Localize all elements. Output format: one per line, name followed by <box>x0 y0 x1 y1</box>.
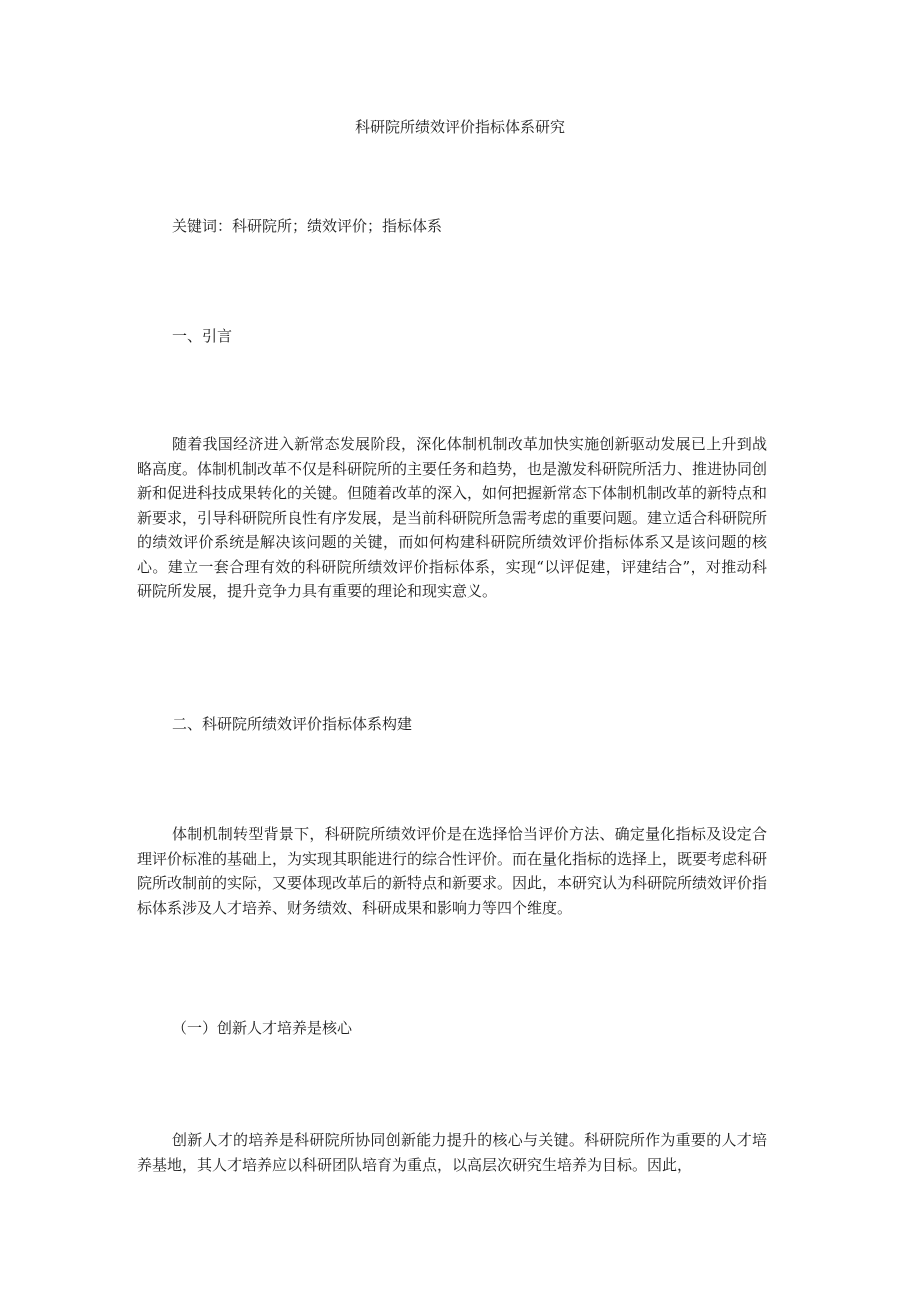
paragraph-introduction: 随着我国经济进入新常态发展阶段，深化体制机制改革加快实施创新驱动发展已上升到战略高度。体制机制改革不仅是科研院所的主要任务和趋势，也是激发科研院所活力、推进协同创新和促进科技成果转化的关键。但随着改革的深入，如何把握新常态下体制机制改革的新特点和新要求，引导科研院所良性有序发展，是当前科研院所急需考虑的重要问题。建立适合科研院所的绩效评价系统是解决该问题的关键，而如何构建科研院所绩效评价指标体系又是该问题的核心。建立一套合理有效的科研院所绩效评价指标体系，实现“以评促建，评建结合”，对推动科研院所发展，提升竞争力具有重要的理论和现实意义。 <box>137 435 768 600</box>
subsection-heading-talent: （一）创新人才培养是核心 <box>172 1019 353 1037</box>
paragraph-index-system: 体制机制转型背景下，科研院所绩效评价是在选择恰当评价方法、确定量化指标及设定合理评价标准的基础上，为实现其职能进行的综合性评价。而在量化指标的选择上，既要考虑科研院所改制前的实际，又要体现改革后的新特点和新要求。因此，本研究认为科研院所绩效评价指标体系涉及人才培养、财务绩效、科研成果和影响力等四个维度。 <box>137 825 768 917</box>
section-heading-index-system: 二、科研院所绩效评价指标体系构建 <box>172 715 413 733</box>
paragraph-talent: 创新人才的培养是科研院所协同创新能力提升的核心与关键。科研院所作为重要的人才培养基地，其人才培养应以科研团队培育为重点，以高层次研究生培养为目标。因此， <box>137 1131 767 1174</box>
section-heading-introduction: 一、引言 <box>172 327 233 345</box>
keywords-line: 关键词：科研院所；绩效评价；指标体系 <box>172 217 443 235</box>
document-title: 科研院所绩效评价指标体系研究 <box>354 118 565 136</box>
